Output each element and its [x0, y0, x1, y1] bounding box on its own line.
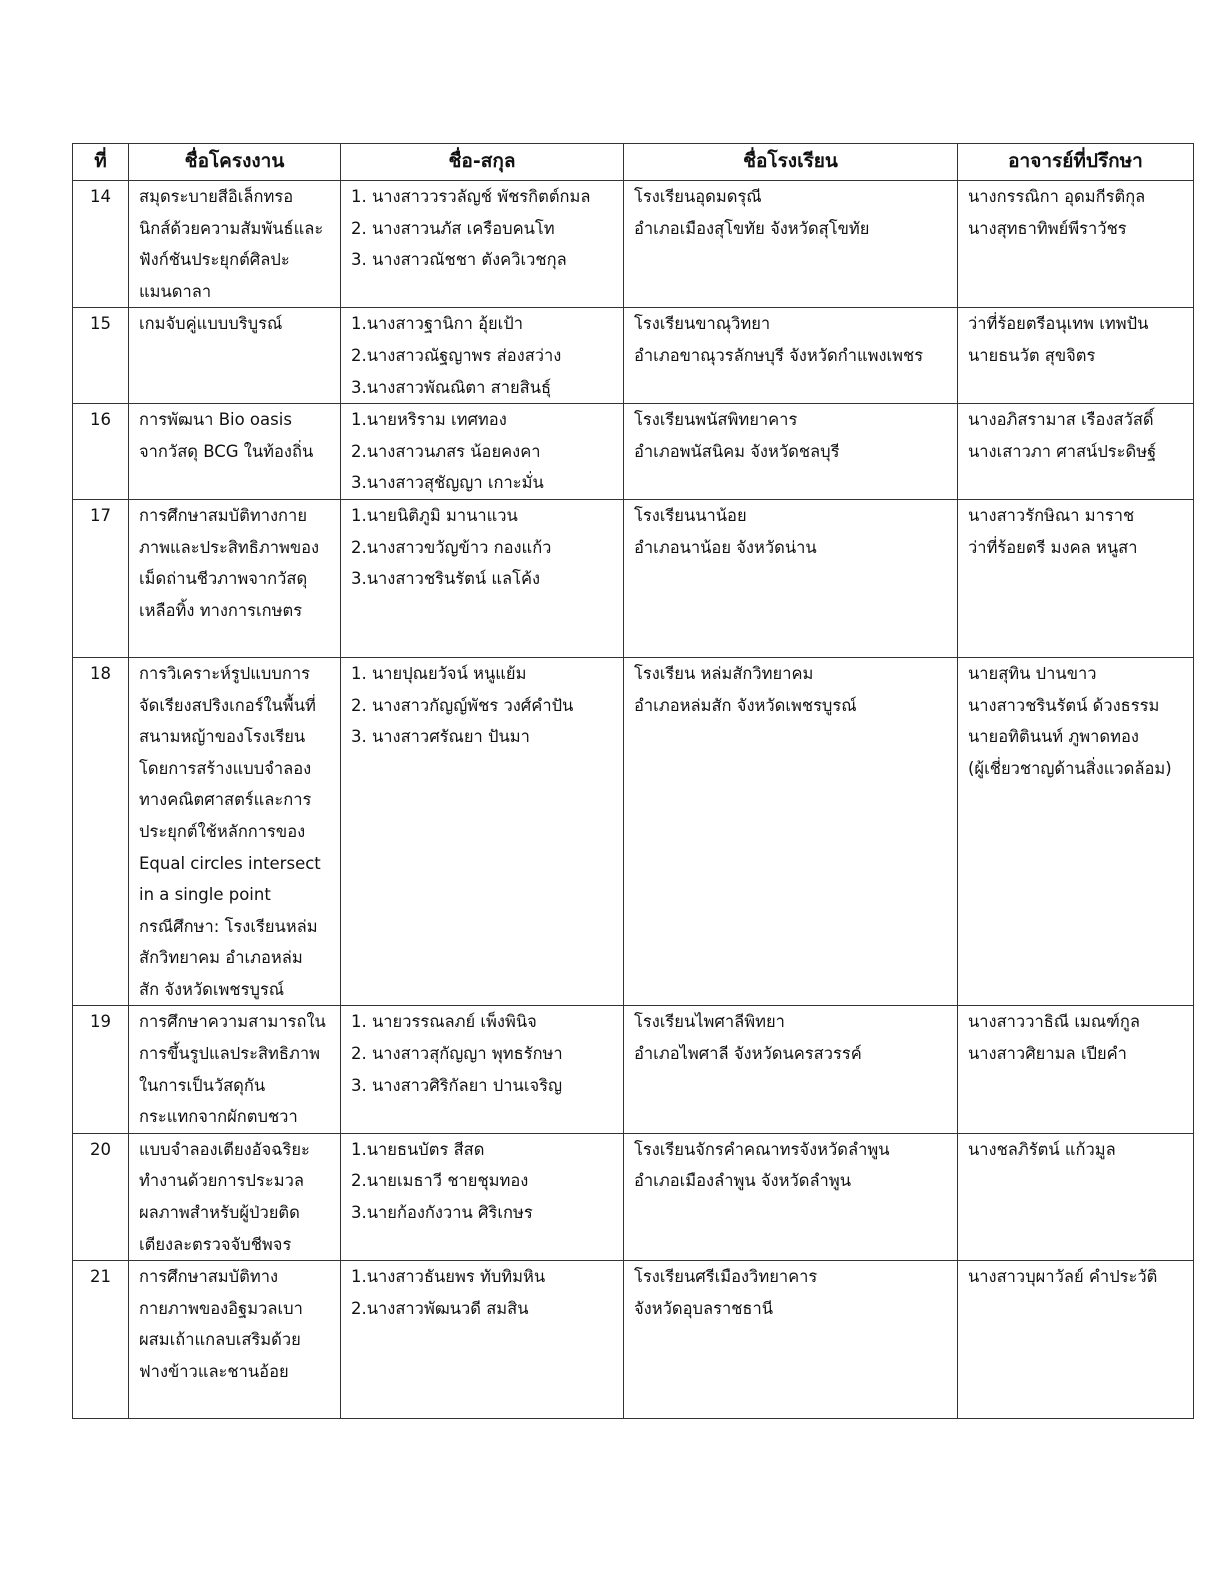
cell-names — [341, 181, 624, 308]
cell-school — [624, 308, 958, 404]
cell-no: 18 — [73, 657, 129, 1006]
cell-project — [129, 404, 341, 500]
names-line: 1. นางสาววรวลัญช์ พัชรกิตต์กมล — [351, 187, 591, 206]
project-line: ฟางข้าวและชานอ้อย — [139, 1362, 289, 1381]
cell-advisor — [958, 308, 1194, 404]
cell-advisor — [958, 181, 1194, 308]
table-row — [73, 308, 1194, 404]
table-header-row — [73, 144, 1194, 181]
cell-no: 19 — [73, 1006, 129, 1133]
cell-names — [341, 1006, 624, 1133]
names-line: 1. นายวรรณลภย์ เพ็งพินิจ — [351, 1012, 537, 1032]
advisor-line: นางสุทธาทิพย์พีราวัชร — [968, 218, 1127, 238]
advisor-line: นางเสาวภา ศาสน์ประดิษฐ์ — [968, 441, 1157, 461]
project-line: แมนดาลา — [139, 281, 212, 301]
names-line: 2.นายเมธาวี ชายชุมทอง — [351, 1171, 529, 1191]
school-line: จังหวัดอุบลราชธานี — [634, 1298, 774, 1318]
advisor-line: (ผู้เชี่ยวชาญด้านสิ่งแวดล้อม) — [968, 758, 1172, 778]
project-line: การวิเคราะห์รูปแบบการ — [139, 663, 310, 683]
table-row — [73, 404, 1194, 500]
school-line: อำเภอเมืองลำพูน จังหวัดลำพูน — [634, 1171, 851, 1191]
advisor-line: ว่าที่ร้อยตรีอนุเทพ เทพปัน — [968, 314, 1149, 334]
names-line: 1.นายนิติภูมิ มานาแวน — [351, 505, 518, 525]
project-line: นิกส์ด้วยความสัมพันธ์และ — [139, 218, 324, 238]
project-line: สมุดระบายสีอิเล็กทรอ — [139, 187, 294, 206]
names-line: 1.นางสาวฐานิกา อุ้ยเป้า — [351, 314, 524, 334]
names-line: 3.นางสาวชรินรัตน์ แลโค้ง — [351, 569, 541, 589]
advisor-line: ว่าที่ร้อยตรี มงคล หนูสา — [968, 537, 1138, 557]
project-line: จากวัสดุ BCG ในท้องถิ่น — [139, 441, 314, 461]
names-line: 2.นางสาวขวัญข้าว กองแก้ว — [351, 537, 552, 557]
table-row — [73, 1133, 1194, 1260]
project-line: ทำงานด้วยการประมวล — [139, 1171, 304, 1191]
table-row — [73, 1006, 1194, 1133]
cell-school — [624, 1006, 958, 1133]
names-line: 3.นางสาวสุชัญญา เกาะมั่น — [351, 473, 544, 493]
project-line: ประยุกต์ใช้หลักการของ — [139, 821, 306, 841]
table-row — [73, 181, 1194, 308]
cell-advisor — [958, 657, 1194, 1006]
cell-school — [624, 1261, 958, 1419]
names-line: 1. นายปุณยวัจน์ หนูแย้ม — [351, 663, 527, 683]
names-line: 1.นายธนบัตร สีสด — [351, 1139, 485, 1159]
advisor-line: นางสาวศิยามล เปียคำ — [968, 1044, 1127, 1064]
names-line: 1.นางสาวธันยพร ทับทิมหิน — [351, 1267, 546, 1287]
school-line: โรงเรียน หล่มสักวิทยาคม — [634, 663, 814, 683]
cell-project — [129, 499, 341, 657]
cell-no: 14 — [73, 181, 129, 308]
project-line: จัดเรียงสปริงเกอร์ในพื้นที่ — [139, 695, 316, 715]
school-line: โรงเรียนพนัสพิทยาคาร — [634, 410, 798, 430]
table-row — [73, 1261, 1194, 1419]
names-line: 2.นางสาวณัฐญาพร ส่องสว่าง — [351, 345, 562, 365]
header-no: ที่ — [73, 144, 129, 181]
school-line: อำเภอพนัสนิคม จังหวัดชลบุรี — [634, 441, 840, 461]
school-line: โรงเรียนศรีเมืองวิทยาคาร — [634, 1267, 818, 1287]
school-line: อำเภอไพศาลี จังหวัดนครสวรรค์ — [634, 1044, 862, 1064]
advisor-line: นางอภิสรามาส เรืองสวัสดิ์ — [968, 410, 1154, 430]
project-line: สักวิทยาคม อำเภอหล่ม — [139, 948, 303, 968]
cell-no: 15 — [73, 308, 129, 404]
names-line: 2.นางสาวนภสร น้อยคงคา — [351, 441, 541, 461]
cell-school — [624, 404, 958, 500]
names-line: 2. นางสาวกัญญ์พัชร วงศ์คำปัน — [351, 695, 574, 715]
cell-school — [624, 1133, 958, 1260]
project-line: Equal circles intersect — [139, 853, 321, 873]
projects-table — [72, 143, 1194, 1419]
cell-advisor — [958, 1261, 1194, 1419]
header-project: ชื่อโครงงาน — [129, 144, 341, 181]
header-school: ชื่อโรงเรียน — [624, 144, 958, 181]
project-line: การศึกษาความสามารถใน — [139, 1012, 326, 1032]
project-line: เกมจับคู่แบบบริบูรณ์ — [139, 314, 283, 334]
project-line: ฟังก์ชันประยุกต์ศิลปะ — [139, 250, 290, 270]
project-line: การศึกษาสมบัติทางกาย — [139, 505, 307, 525]
names-line: 3.นางสาวพัณณิตา สายสินธุ์ — [351, 377, 552, 397]
cell-project — [129, 1261, 341, 1419]
project-line: เตียงละตรวจจับชีพจร — [139, 1234, 292, 1254]
advisor-line: นายธนวัต สุขจิตร — [968, 345, 1096, 365]
names-line: 2.นางสาวพัฒนวดี สมสิน — [351, 1298, 529, 1318]
advisor-line: นางสาวรักษิณา มาราช — [968, 505, 1135, 525]
project-line: ทางคณิตศาสตร์และการ — [139, 790, 312, 810]
project-line: การพัฒนา Bio oasis — [139, 410, 292, 430]
school-line: โรงเรียนนาน้อย — [634, 505, 747, 525]
project-line: สนามหญ้าของโรงเรียน — [139, 727, 306, 747]
cell-names — [341, 657, 624, 1006]
cell-advisor — [958, 404, 1194, 500]
project-line: แบบจำลองเตียงอัจฉริยะ — [139, 1139, 310, 1159]
school-line: อำเภอหล่มสัก จังหวัดเพชรบูรณ์ — [634, 695, 857, 715]
project-line: เม็ดถ่านชีวภาพจากวัสดุ — [139, 569, 308, 589]
project-line: กระแทกจากผักตบชวา — [139, 1107, 298, 1127]
names-line: 3. นางสาวศรัณยา ปันมา — [351, 727, 530, 747]
advisor-line: นางสาวบุผาวัลย์ คำประวัติ — [968, 1267, 1158, 1287]
table-body — [73, 181, 1194, 1419]
header-advisor: อาจารย์ที่ปรึกษา — [958, 144, 1194, 181]
school-line: โรงเรียนอุดมดรุณี — [634, 187, 762, 206]
cell-project — [129, 657, 341, 1006]
cell-project — [129, 1133, 341, 1260]
cell-no: 17 — [73, 499, 129, 657]
cell-project — [129, 308, 341, 404]
project-line: in a single point — [139, 885, 271, 905]
school-line: โรงเรียนขาณุวิทยา — [634, 314, 771, 334]
cell-names — [341, 308, 624, 404]
project-line: ผสมเถ้าแกลบเสริมด้วย — [139, 1330, 301, 1350]
cell-names — [341, 1133, 624, 1260]
cell-no: 20 — [73, 1133, 129, 1260]
names-line: 1.นายหริราม เทศทอง — [351, 410, 507, 430]
school-line: อำเภอนาน้อย จังหวัดน่าน — [634, 537, 817, 557]
cell-no: 21 — [73, 1261, 129, 1419]
advisor-line: นางสาววาธิณี เมณฑ์กูล — [968, 1012, 1140, 1032]
cell-project — [129, 181, 341, 308]
cell-advisor — [958, 499, 1194, 657]
cell-names — [341, 499, 624, 657]
names-line: 3.นายก้องกังวาน ศิริเกษร — [351, 1203, 533, 1223]
header-names: ชื่อ-สกุล — [341, 144, 624, 181]
cell-names — [341, 404, 624, 500]
school-line: อำเภอขาณุวรลักษบุรี จังหวัดกำแพงเพชร — [634, 345, 924, 365]
cell-project — [129, 1006, 341, 1133]
advisor-line: นางสาวชรินรัตน์ ด้วงธรรม — [968, 695, 1160, 715]
project-line: สัก จังหวัดเพชรบูรณ์ — [139, 979, 285, 999]
names-line: 2. นางสาวนภัส เครือบคนโท — [351, 218, 555, 238]
project-line: ในการเป็นวัสดุกัน — [139, 1075, 266, 1095]
advisor-line: นางชลภิรัตน์ แก้วมูล — [968, 1139, 1116, 1159]
names-line: 3. นางสาวณัชชา ตังควิเวชกุล — [351, 250, 567, 270]
school-line: อำเภอเมืองสุโขทัย จังหวัดสุโขทัย — [634, 218, 870, 238]
project-line: โดยการสร้างแบบจำลอง — [139, 758, 312, 778]
project-line: ภาพและประสิทธิภาพของ — [139, 537, 320, 557]
advisor-line: นายอทิตินนท์ ภูพาดทอง — [968, 727, 1139, 747]
cell-no: 16 — [73, 404, 129, 500]
table-row — [73, 657, 1194, 1006]
project-line: การขึ้นรูปแลประสิทธิภาพ — [139, 1044, 320, 1064]
cell-advisor — [958, 1006, 1194, 1133]
project-line: เหลือทิ้ง ทางการเกษตร — [139, 600, 303, 620]
cell-school — [624, 657, 958, 1006]
cell-school — [624, 499, 958, 657]
advisor-line: นายสุทิน ปานขาว — [968, 663, 1097, 683]
cell-names — [341, 1261, 624, 1419]
project-line: การศึกษาสมบัติทาง — [139, 1267, 279, 1287]
project-line: ผลภาพสำหรับผู้ป่วยติด — [139, 1203, 300, 1223]
school-line: โรงเรียนไพศาลีพิทยา — [634, 1012, 785, 1032]
cell-advisor — [958, 1133, 1194, 1260]
names-line: 2. นางสาวสุกัญญา พุทธรักษา — [351, 1044, 563, 1064]
table-row — [73, 499, 1194, 657]
advisor-line: นางกรรณิกา อุดมกีรติกุล — [968, 187, 1146, 206]
project-line: กายภาพของอิฐมวลเบา — [139, 1298, 303, 1318]
names-line: 3. นางสาวศิริกัลยา ปานเจริญ — [351, 1075, 563, 1095]
cell-school — [624, 181, 958, 308]
school-line: โรงเรียนจักรคำคณาทรจังหวัดลำพูน — [634, 1139, 890, 1159]
project-line: กรณีศึกษา: โรงเรียนหล่ม — [139, 916, 318, 936]
